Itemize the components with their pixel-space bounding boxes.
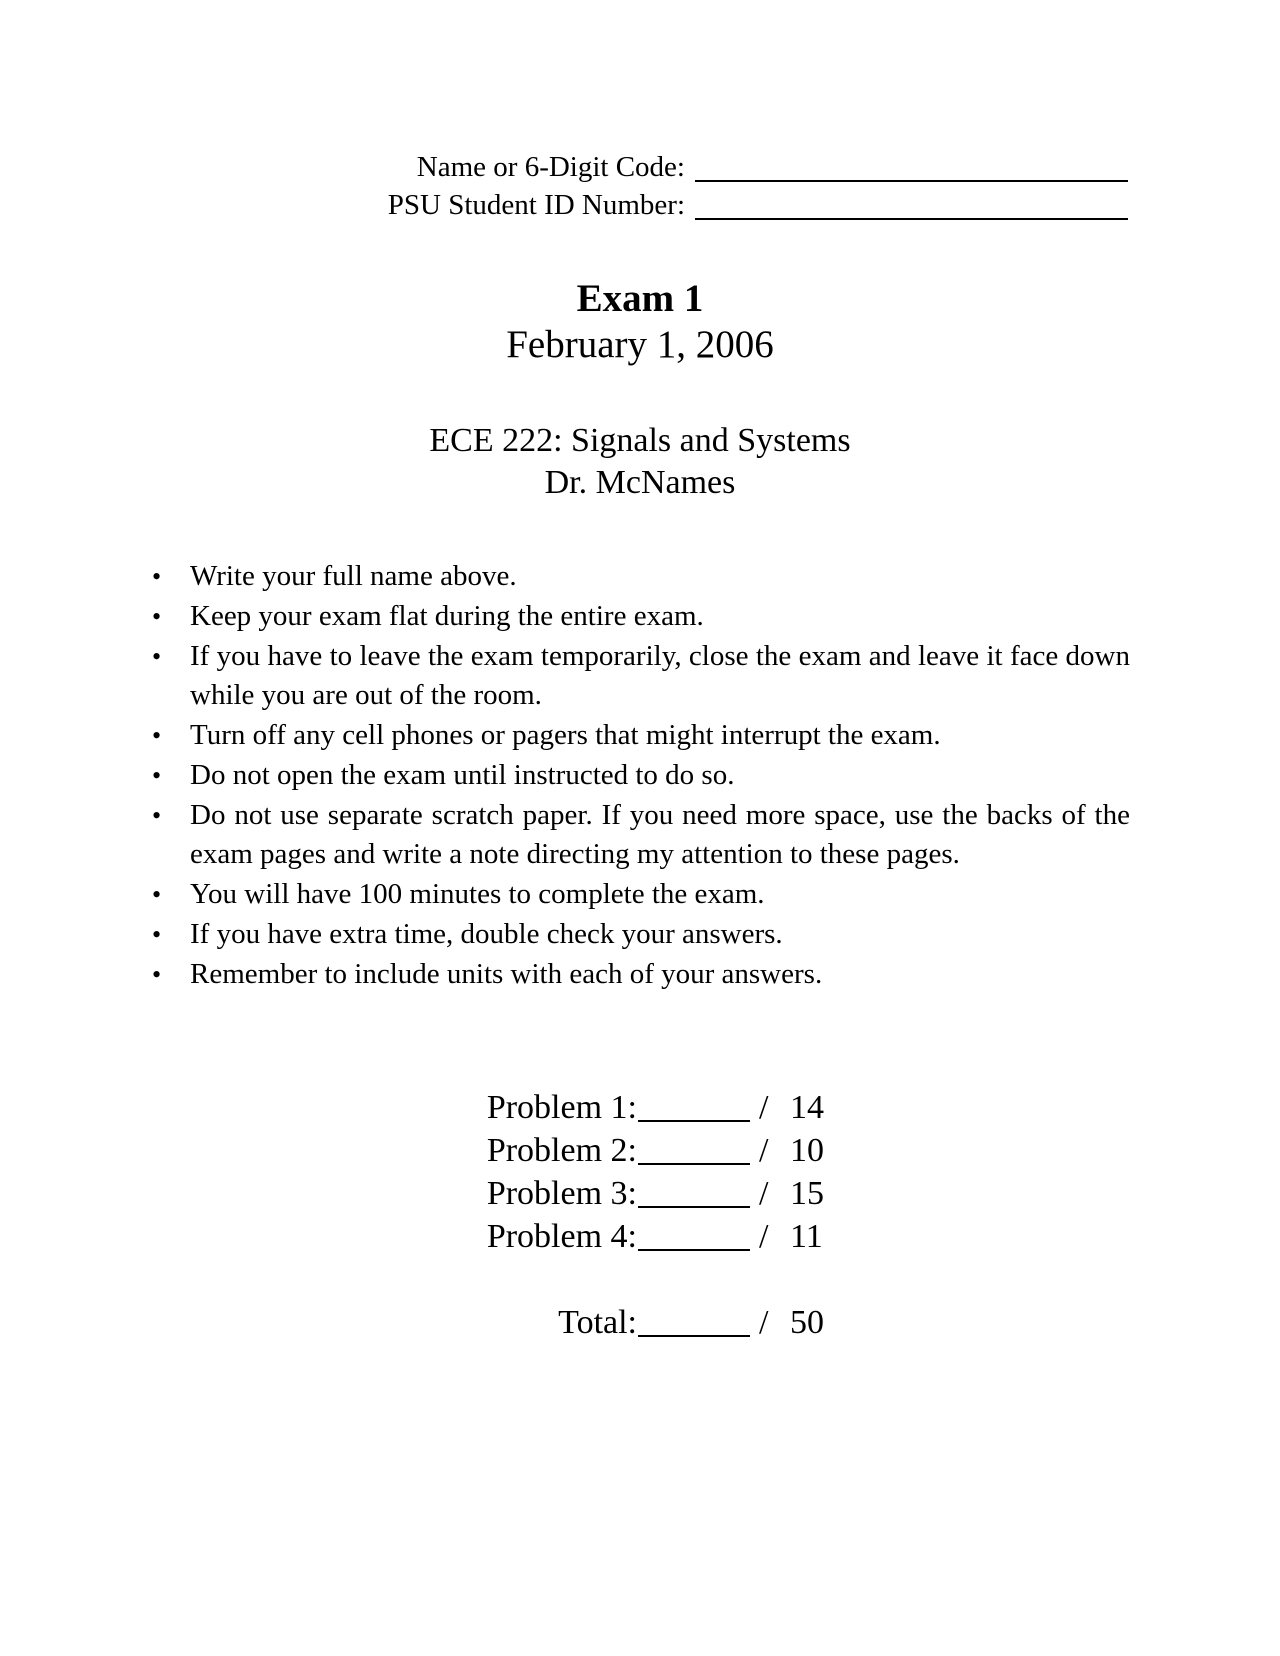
score-row-problem-1 <box>0 1086 1280 1130</box>
name-field-line[interactable] <box>695 180 1128 182</box>
score-label: Problem 4: <box>486 1218 637 1255</box>
score-max: 15 <box>790 1175 824 1212</box>
name-field-label: Name or 6-Digit Code: <box>416 151 685 183</box>
instruction-item <box>145 796 1130 874</box>
score-row-total <box>0 1301 1280 1345</box>
score-max: 14 <box>790 1089 824 1126</box>
total-blank[interactable] <box>638 1335 750 1337</box>
exam-date: February 1, 2006 <box>506 323 774 366</box>
score-label: Problem 2: <box>486 1132 637 1169</box>
instruction-item <box>145 557 1130 596</box>
score-slash: / <box>759 1175 769 1212</box>
score-blank[interactable] <box>638 1163 750 1165</box>
instructor-name: Dr. McNames <box>544 464 736 501</box>
exam-title: Exam 1 <box>576 277 704 320</box>
instruction-text: Write your full name above. <box>190 560 517 592</box>
instruction-text: You will have 100 minutes to complete the exam. <box>190 878 765 910</box>
total-label: Total: <box>558 1304 637 1341</box>
course-name: ECE 222: Signals and Systems <box>429 422 851 459</box>
student-id-field-line[interactable] <box>695 218 1128 220</box>
bullet-icon: • <box>152 960 162 989</box>
instruction-item <box>145 756 1130 795</box>
instruction-item <box>145 597 1130 636</box>
instruction-text: Keep your exam flat during the entire exam. <box>190 600 704 632</box>
score-row-problem-3 <box>0 1172 1280 1216</box>
score-max: 11 <box>790 1218 823 1255</box>
student-id-field-label: PSU Student ID Number: <box>387 189 685 221</box>
bullet-icon: • <box>152 880 162 909</box>
instruction-text: If you have to leave the exam temporarily, close the exam and leave it face down while you are out of the room. <box>190 640 1130 711</box>
instruction-text: Turn off any cell phones or pagers that might interrupt the exam. <box>190 719 941 751</box>
score-blank[interactable] <box>638 1249 750 1251</box>
instruction-item <box>145 915 1130 954</box>
instruction-item <box>145 637 1130 715</box>
bullet-icon: • <box>152 761 162 790</box>
score-label: Problem 1: <box>486 1089 637 1126</box>
instruction-item <box>145 955 1130 994</box>
total-max: 50 <box>790 1304 824 1341</box>
bullet-icon: • <box>152 721 162 750</box>
score-slash: / <box>759 1132 769 1169</box>
score-blank[interactable] <box>638 1120 750 1122</box>
score-blank[interactable] <box>638 1206 750 1208</box>
instructions-list <box>145 557 1130 995</box>
bullet-icon: • <box>152 920 162 949</box>
instruction-item <box>145 875 1130 914</box>
bullet-icon: • <box>152 801 162 830</box>
score-slash: / <box>759 1218 769 1255</box>
student-id-field-row <box>0 186 1280 226</box>
total-slash: / <box>759 1304 769 1341</box>
bullet-icon: • <box>152 562 162 591</box>
score-row-problem-4 <box>0 1215 1280 1259</box>
score-max: 10 <box>790 1132 824 1169</box>
score-slash: / <box>759 1089 769 1126</box>
instruction-item <box>145 716 1130 755</box>
instruction-text: Remember to include units with each of your answers. <box>190 958 823 990</box>
instruction-text: If you have extra time, double check your answers. <box>190 918 783 950</box>
bullet-icon: • <box>152 642 162 671</box>
score-row-problem-2 <box>0 1129 1280 1173</box>
name-field-row <box>0 148 1280 188</box>
instruction-text: Do not use separate scratch paper. If you need more space, use the backs of the exam pages and write a note directing my attention to these pages. <box>190 799 1130 870</box>
instruction-text: Do not open the exam until instructed to do so. <box>190 759 735 791</box>
bullet-icon: • <box>152 602 162 631</box>
score-label: Problem 3: <box>486 1175 637 1212</box>
